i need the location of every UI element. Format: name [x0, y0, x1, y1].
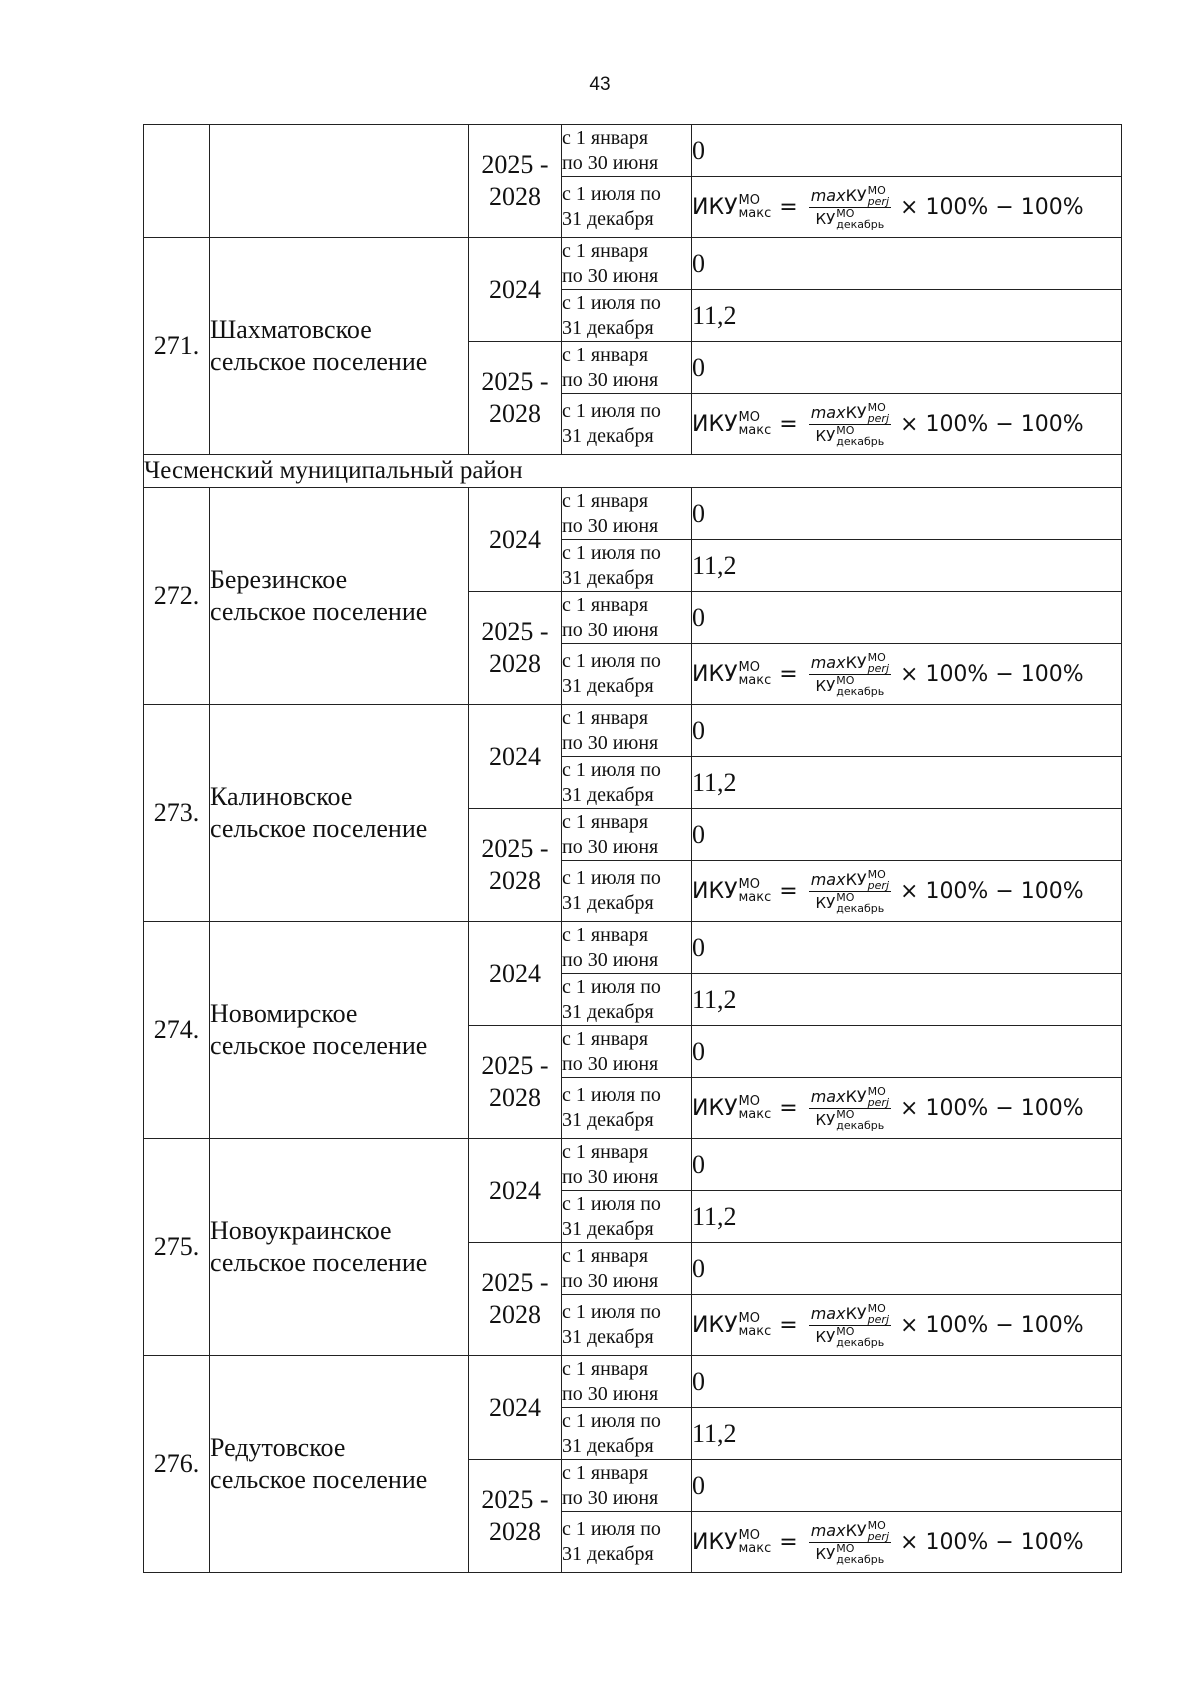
formula-num-base: КУ: [845, 1087, 867, 1106]
formula-lhs-base: ИКУ: [692, 194, 738, 220]
formula-num-prefix: max: [810, 653, 846, 672]
formula-lhs: [692, 194, 771, 220]
year-cell: 2025 - 2028: [469, 1026, 562, 1139]
period-cell: с 1 января по 30 июня: [562, 1243, 692, 1295]
formula-lhs-sub: макс: [738, 423, 772, 438]
formula-denominator: [813, 425, 886, 447]
period-cell: с 1 января по 30 июня: [562, 922, 692, 974]
formula-den-base: КУ: [815, 426, 836, 445]
table-row: [144, 1139, 1122, 1191]
formula-lhs-base: ИКУ: [692, 1529, 738, 1555]
district-name: Чесменский муниципальный район: [144, 455, 1122, 488]
period-cell: с 1 июля по 31 декабря: [562, 1408, 692, 1460]
formula-den-base: КУ: [815, 1327, 836, 1346]
row-number: 275.: [144, 1139, 210, 1356]
formula-equals: =: [779, 1529, 798, 1555]
formula-numerator: [809, 402, 891, 425]
formula-num-sub: perj: [867, 661, 890, 675]
formula-lhs: [692, 411, 771, 437]
settlement-name: Березинское сельское поселение: [210, 488, 469, 705]
formula-den-sub: декабрь: [836, 1335, 885, 1349]
formula-cell: [692, 1295, 1122, 1356]
formula-lhs-sup: МО: [738, 1311, 760, 1326]
formula-num-sub: perj: [867, 411, 890, 425]
value-cell: 0: [692, 592, 1122, 644]
formula-tail: × 100% − 100%: [900, 1529, 1084, 1555]
settlement-name: Новоукраинское сельское поселение: [210, 1139, 469, 1356]
row-number: 271.: [144, 238, 210, 455]
value-cell: 11,2: [692, 1191, 1122, 1243]
value-cell: 0: [692, 705, 1122, 757]
year-cell: 2024: [469, 238, 562, 342]
formula-num-prefix: max: [810, 403, 846, 422]
formula: [692, 1303, 1084, 1348]
period-cell: с 1 января по 30 июня: [562, 238, 692, 290]
formula: [692, 402, 1084, 447]
value-cell: 0: [692, 342, 1122, 394]
page-number: 43: [589, 74, 611, 95]
formula-lhs: [692, 878, 771, 904]
formula-tail: × 100% − 100%: [900, 411, 1084, 437]
formula: [692, 869, 1084, 914]
formula-num-base: КУ: [845, 1304, 867, 1323]
table-row: [144, 238, 1122, 290]
year-cell: 2025 - 2028: [469, 342, 562, 455]
value-cell: 11,2: [692, 757, 1122, 809]
formula-num-sub: perj: [867, 1095, 890, 1109]
formula-den-base: КУ: [815, 893, 836, 912]
formula-numerator: [809, 869, 891, 892]
settlement-name: Калиновское сельское поселение: [210, 705, 469, 922]
formula-den-base: КУ: [815, 209, 836, 228]
formula-numerator: [809, 652, 891, 675]
formula-denominator: [813, 1109, 886, 1131]
value-cell: 11,2: [692, 540, 1122, 592]
formula-num-sub: perj: [867, 194, 890, 208]
tariff-table: [143, 124, 1122, 1573]
value-cell: 11,2: [692, 1408, 1122, 1460]
formula-num-prefix: max: [810, 1087, 846, 1106]
formula-lhs: [692, 1312, 771, 1338]
year-cell: 2025 - 2028: [469, 125, 562, 238]
formula-fraction: [809, 402, 891, 447]
period-cell: с 1 июля по 31 декабря: [562, 757, 692, 809]
formula-den-sup: МО: [836, 206, 855, 220]
year-cell: 2025 - 2028: [469, 592, 562, 705]
year-cell: 2024: [469, 1356, 562, 1460]
formula-denominator: [813, 208, 886, 230]
formula-lhs-base: ИКУ: [692, 1095, 738, 1121]
formula-lhs-sup: МО: [738, 1094, 760, 1109]
value-cell: 0: [692, 238, 1122, 290]
formula-fraction: [809, 1086, 891, 1131]
formula: [692, 1520, 1084, 1565]
value-cell: 0: [692, 1243, 1122, 1295]
formula-den-sup: МО: [836, 1324, 855, 1338]
row-number-cell: [144, 125, 210, 238]
formula-lhs-base: ИКУ: [692, 1312, 738, 1338]
formula-lhs-base: ИКУ: [692, 661, 738, 687]
settlement-name: Редутовское сельское поселение: [210, 1356, 469, 1573]
formula-cell: [692, 861, 1122, 922]
period-cell: с 1 января по 30 июня: [562, 809, 692, 861]
formula-fraction: [809, 869, 891, 914]
formula-denominator: [813, 892, 886, 914]
district-row: [144, 455, 1122, 488]
formula-den-sub: декабрь: [836, 434, 885, 448]
formula-den-base: КУ: [815, 1544, 836, 1563]
formula-num-prefix: max: [810, 186, 846, 205]
year-cell: 2024: [469, 488, 562, 592]
formula-num-sub: perj: [867, 1312, 890, 1326]
formula-numerator: [809, 1086, 891, 1109]
formula-equals: =: [779, 878, 798, 904]
period-cell: с 1 июля по 31 декабря: [562, 861, 692, 922]
formula-num-sup: МО: [867, 183, 886, 197]
year-cell: 2024: [469, 922, 562, 1026]
value-cell: 0: [692, 488, 1122, 540]
formula-lhs-sup: МО: [738, 1528, 760, 1543]
period-cell: с 1 января по 30 июня: [562, 592, 692, 644]
period-cell: с 1 января по 30 июня: [562, 125, 692, 177]
formula-equals: =: [779, 1095, 798, 1121]
formula: [692, 1086, 1084, 1131]
year-cell: 2024: [469, 705, 562, 809]
formula-tail: × 100% − 100%: [900, 194, 1084, 220]
formula-tail: × 100% − 100%: [900, 1312, 1084, 1338]
row-number: 274.: [144, 922, 210, 1139]
period-cell: с 1 июля по 31 декабря: [562, 1295, 692, 1356]
period-cell: с 1 июля по 31 декабря: [562, 644, 692, 705]
period-cell: с 1 января по 30 июня: [562, 1026, 692, 1078]
value-cell: 0: [692, 922, 1122, 974]
formula-tail: × 100% − 100%: [900, 1095, 1084, 1121]
formula-numerator: [809, 185, 891, 208]
row-number: 273.: [144, 705, 210, 922]
formula: [692, 185, 1084, 230]
settlement-name: Шахматовское сельское поселение: [210, 238, 469, 455]
period-cell: с 1 июля по 31 декабря: [562, 1078, 692, 1139]
formula-num-sup: МО: [867, 400, 886, 414]
formula-den-sub: декабрь: [836, 901, 885, 915]
formula-num-sup: МО: [867, 867, 886, 881]
formula-den-base: КУ: [815, 1110, 836, 1129]
value-cell: 0: [692, 1460, 1122, 1512]
formula-lhs-sup: МО: [738, 193, 760, 208]
formula-numerator: [809, 1520, 891, 1543]
period-cell: с 1 января по 30 июня: [562, 1356, 692, 1408]
period-cell: с 1 января по 30 июня: [562, 1139, 692, 1191]
formula-lhs-sub: макс: [738, 673, 772, 688]
year-cell: 2024: [469, 1139, 562, 1243]
formula-lhs: [692, 1529, 771, 1555]
formula-lhs: [692, 1095, 771, 1121]
year-cell: 2025 - 2028: [469, 1460, 562, 1573]
formula-num-sup: МО: [867, 1084, 886, 1098]
formula-den-sub: декабрь: [836, 1118, 885, 1132]
formula-num-prefix: max: [810, 1304, 846, 1323]
formula-den-sub: декабрь: [836, 1552, 885, 1566]
formula-lhs-sub: макс: [738, 206, 772, 221]
settlement-name: Новомирское сельское поселение: [210, 922, 469, 1139]
value-cell: 0: [692, 1139, 1122, 1191]
formula-den-sub: декабрь: [836, 684, 885, 698]
value-cell: 0: [692, 1026, 1122, 1078]
formula-numerator: [809, 1303, 891, 1326]
formula-fraction: [809, 185, 891, 230]
table-row: [144, 488, 1122, 540]
formula-num-sup: МО: [867, 650, 886, 664]
formula-lhs-sup: МО: [738, 877, 760, 892]
formula-den-sup: МО: [836, 673, 855, 687]
period-cell: с 1 января по 30 июня: [562, 705, 692, 757]
formula-num-sub: perj: [867, 1529, 890, 1543]
formula-fraction: [809, 1520, 891, 1565]
formula-num-sup: МО: [867, 1518, 886, 1532]
formula-cell: [692, 394, 1122, 455]
formula-num-base: КУ: [845, 653, 867, 672]
formula-cell: [692, 1078, 1122, 1139]
formula-num-prefix: max: [810, 870, 846, 889]
table-row: [144, 125, 1122, 177]
table-row: [144, 705, 1122, 757]
settlement-name-cell: [210, 125, 469, 238]
formula-tail: × 100% − 100%: [900, 661, 1084, 687]
formula-equals: =: [779, 194, 798, 220]
period-cell: с 1 июля по 31 декабря: [562, 177, 692, 238]
formula-lhs-sup: МО: [738, 410, 760, 425]
formula-fraction: [809, 652, 891, 697]
formula-denominator: [813, 675, 886, 697]
period-cell: с 1 июля по 31 декабря: [562, 1191, 692, 1243]
formula-lhs-sup: МО: [738, 660, 760, 675]
formula-cell: [692, 1512, 1122, 1573]
formula-lhs-sub: макс: [738, 890, 772, 905]
formula-num-prefix: max: [810, 1521, 846, 1540]
formula-lhs: [692, 661, 771, 687]
formula-num-base: КУ: [845, 870, 867, 889]
formula-num-base: КУ: [845, 186, 867, 205]
formula: [692, 652, 1084, 697]
formula-num-sup: МО: [867, 1301, 886, 1315]
formula-lhs-base: ИКУ: [692, 411, 738, 437]
formula-tail: × 100% − 100%: [900, 878, 1084, 904]
period-cell: с 1 января по 30 июня: [562, 342, 692, 394]
formula-den-sup: МО: [836, 1107, 855, 1121]
formula-num-base: КУ: [845, 1521, 867, 1540]
value-cell: 0: [692, 1356, 1122, 1408]
formula-denominator: [813, 1326, 886, 1348]
formula-fraction: [809, 1303, 891, 1348]
formula-lhs-sub: макс: [738, 1107, 772, 1122]
period-cell: с 1 января по 30 июня: [562, 488, 692, 540]
table-row: [144, 922, 1122, 974]
formula-equals: =: [779, 411, 798, 437]
year-cell: 2025 - 2028: [469, 1243, 562, 1356]
row-number: 276.: [144, 1356, 210, 1573]
period-cell: с 1 июля по 31 декабря: [562, 974, 692, 1026]
table-row: [144, 1356, 1122, 1408]
value-cell: 0: [692, 809, 1122, 861]
formula-lhs-base: ИКУ: [692, 878, 738, 904]
value-cell: 0: [692, 125, 1122, 177]
formula-den-sub: декабрь: [836, 217, 885, 231]
formula-lhs-sub: макс: [738, 1541, 772, 1556]
year-cell: 2025 - 2028: [469, 809, 562, 922]
formula-num-base: КУ: [845, 403, 867, 422]
formula-cell: [692, 177, 1122, 238]
row-number: 272.: [144, 488, 210, 705]
formula-den-sup: МО: [836, 423, 855, 437]
period-cell: с 1 июля по 31 декабря: [562, 290, 692, 342]
formula-equals: =: [779, 1312, 798, 1338]
formula-cell: [692, 644, 1122, 705]
formula-denominator: [813, 1543, 886, 1565]
formula-num-sub: perj: [867, 878, 890, 892]
formula-den-sup: МО: [836, 1541, 855, 1555]
value-cell: 11,2: [692, 290, 1122, 342]
formula-lhs-sub: макс: [738, 1324, 772, 1339]
period-cell: с 1 июля по 31 декабря: [562, 540, 692, 592]
formula-equals: =: [779, 661, 798, 687]
formula-den-sup: МО: [836, 890, 855, 904]
value-cell: 11,2: [692, 974, 1122, 1026]
formula-den-base: КУ: [815, 676, 836, 695]
period-cell: с 1 июля по 31 декабря: [562, 1512, 692, 1573]
period-cell: с 1 января по 30 июня: [562, 1460, 692, 1512]
period-cell: с 1 июля по 31 декабря: [562, 394, 692, 455]
